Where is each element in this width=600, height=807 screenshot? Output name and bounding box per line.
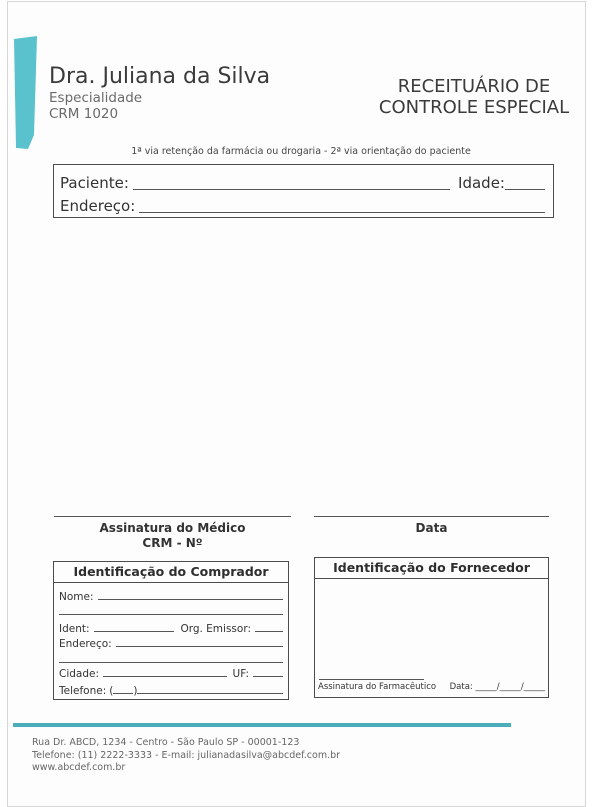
crm-number-label: CRM - Nº xyxy=(142,536,203,550)
phone-paren-close: ) xyxy=(133,685,138,697)
buyer-ident-row xyxy=(59,618,283,635)
supplier-date xyxy=(450,682,545,692)
buyer-address-row xyxy=(59,635,283,650)
buyer-state-label: UF: xyxy=(232,668,249,680)
buyer-name-row xyxy=(59,586,283,603)
buyer-address-blank-2 xyxy=(59,659,283,663)
document-title-line2: CONTROLE ESPECIAL xyxy=(378,97,570,118)
buyer-phone-row xyxy=(59,680,283,697)
doctor-signature-label: Assinatura do Médico xyxy=(99,521,246,535)
date-label: Data xyxy=(415,521,448,535)
buyer-identification-box xyxy=(53,561,289,700)
doctor-signature-block xyxy=(54,516,291,551)
buyer-name-blank xyxy=(98,596,283,600)
buyer-name-continuation-row xyxy=(59,603,283,618)
via-retention-note: 1ª via retenção da farmácia ou drogaria - 2ª via orientação do paciente xyxy=(131,146,471,157)
age-label: Idade: xyxy=(458,174,505,192)
buyer-state-blank xyxy=(253,673,283,677)
buyer-name-label: Nome: xyxy=(59,591,94,603)
footer-contact: Telefone: (11) 2222-3333 - E-mail: julianadasilva@abcdef.com.br xyxy=(32,749,341,761)
supplier-date-blanks: _____/_____/_____ xyxy=(475,682,545,692)
doctor-specialty: Especialidade xyxy=(49,90,143,106)
supplier-bottom-row xyxy=(315,676,548,697)
age-blank xyxy=(505,186,545,190)
patient-name-blank xyxy=(133,186,450,190)
doctor-crm-number: CRM 1020 xyxy=(49,106,119,122)
document-title xyxy=(368,76,580,118)
buyer-phone-blank xyxy=(137,690,283,694)
doctor-name: Dra. Juliana da Silva xyxy=(49,64,271,89)
buyer-id-label: Ident: xyxy=(59,623,90,635)
patient-row xyxy=(60,169,545,192)
date-signature-block xyxy=(314,516,549,536)
accent-brush-bar xyxy=(8,2,48,162)
buyer-fields xyxy=(54,583,288,697)
supplier-blank-area xyxy=(315,579,548,676)
buyer-box-title: Identificação do Comprador xyxy=(54,562,288,583)
footer-address: Rua Dr. ABCD, 1234 - Centro - São Paulo SP - 00001-123 xyxy=(32,737,300,748)
patient-info-box xyxy=(53,164,554,218)
phone-paren-open: ( xyxy=(109,685,114,697)
pharmacist-signature-row xyxy=(318,682,545,692)
footer-accent-rule xyxy=(13,723,511,727)
supplier-box-title: Identificação do Fornecedor xyxy=(315,558,548,579)
footer xyxy=(32,737,340,775)
address-label: Endereço: xyxy=(60,197,136,215)
buyer-city-blank xyxy=(103,673,227,677)
pharmacist-signature-label: Assinatura do Farmacêutico xyxy=(318,682,437,692)
address-blank xyxy=(139,209,545,213)
buyer-name-blank-2 xyxy=(59,611,283,615)
supplier-identification-box xyxy=(314,557,549,698)
footer-website: www.abcdef.com.br xyxy=(32,762,126,773)
buyer-city-row xyxy=(59,666,283,680)
patient-label: Paciente: xyxy=(60,174,129,192)
document-title-line1: RECEITUÁRIO DE xyxy=(397,76,551,97)
address-row xyxy=(60,192,545,215)
prescription-page xyxy=(7,1,586,807)
buyer-area-code-blank xyxy=(113,690,133,694)
buyer-id-blank xyxy=(94,628,175,632)
buyer-address-label: Endereço: xyxy=(59,638,112,650)
supplier-date-label: Data: xyxy=(449,682,473,692)
buyer-city-label: Cidade: xyxy=(59,668,100,680)
buyer-address-blank xyxy=(116,643,283,647)
pharmacist-signature-line xyxy=(319,676,424,680)
buyer-phone-label: Telefone: xyxy=(59,685,107,697)
buyer-address-continuation-row xyxy=(59,650,283,666)
buyer-issuer-label: Org. Emissor: xyxy=(180,623,251,635)
buyer-issuer-blank xyxy=(255,628,283,632)
